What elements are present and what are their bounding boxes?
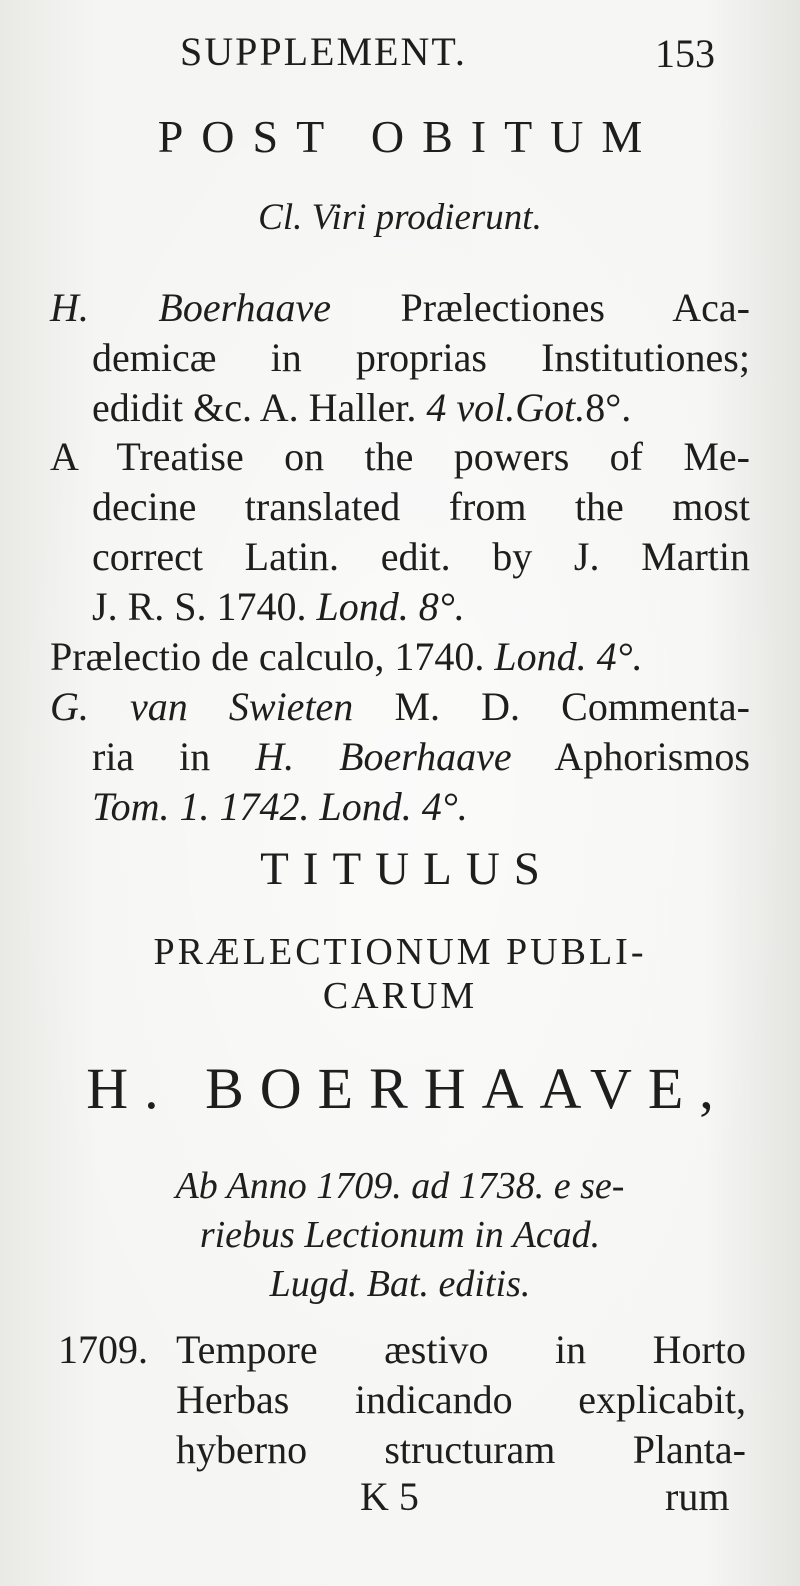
section-subheading-praelectionum xyxy=(0,930,800,1018)
entry-line: hyberno structuram Planta- xyxy=(176,1427,746,1472)
entry-author: H. Boerhaave xyxy=(50,285,331,330)
entry-imprint: Lond. 8°. xyxy=(316,584,465,629)
entry-text: Prælectiones Aca- xyxy=(400,285,750,330)
catchword: rum xyxy=(665,1474,730,1519)
entry-line xyxy=(50,383,750,433)
bibliography-entry xyxy=(50,632,750,682)
date-range-note xyxy=(0,1162,800,1309)
section-heading-post-obitum: POST OBITUM xyxy=(157,111,661,162)
running-head-title: SUPPLEMENT. xyxy=(180,29,467,74)
section-heading-titulus: TITULUS xyxy=(260,843,554,895)
entry-format: 8°. xyxy=(585,385,632,430)
entry-line: decine translated from the most xyxy=(92,484,750,529)
signature-mark: K 5 xyxy=(360,1474,419,1519)
entry-line: correct Latin. edit. by J. Martin xyxy=(92,534,750,579)
year-entry xyxy=(58,1325,746,1475)
entry-text: M. D. Commenta- xyxy=(394,684,750,729)
entry-author: G. van Swieten xyxy=(50,684,354,729)
note-line: Lugd. Bat. editis. xyxy=(269,1263,531,1305)
entry-line: A Treatise on the powers of Me- xyxy=(50,434,750,479)
entry-author: H. Boerhaave xyxy=(255,734,512,779)
note-line: riebus Lectionum in Acad. xyxy=(199,1214,601,1256)
entry-imprint: 4 vol.Got. xyxy=(426,385,586,430)
entry-text: J. R. S. 1740. xyxy=(92,584,307,629)
entry-imprint: Lond. 4°. xyxy=(494,634,643,679)
subheading-line: PRÆLECTIONUM PUBLI- xyxy=(153,931,647,973)
page-number: 153 xyxy=(655,31,715,76)
bibliography-entry xyxy=(50,432,750,632)
author-name-heading: H. BOERHAAVE, xyxy=(86,1056,730,1121)
entry-line xyxy=(50,682,750,732)
bibliography-entry xyxy=(50,283,750,433)
entry-line xyxy=(50,732,750,782)
entry-line: Herbas indicando explicabit, xyxy=(176,1377,746,1422)
entry-text: Prælectio de calculo, 1740. xyxy=(50,634,485,679)
section-subheading: Cl. Viri prodierunt. xyxy=(258,197,542,238)
subheading-line: CARUM xyxy=(322,975,478,1017)
entry-line xyxy=(50,283,750,333)
entry-text: edidit &c. A. Haller. xyxy=(92,385,417,430)
bibliography-entry xyxy=(50,682,750,832)
entry-line: Tempore æstivo in Horto xyxy=(176,1327,746,1372)
entry-line xyxy=(50,782,750,832)
entry-year: 1709. xyxy=(58,1327,148,1372)
entry-line: demicæ in proprias Institutiones; xyxy=(92,335,750,380)
entry-line xyxy=(50,582,750,632)
entry-volume: Tom. 1. 1742. xyxy=(92,784,310,829)
entry-text: Aphorismos xyxy=(554,734,750,779)
note-line: Ab Anno 1709. ad 1738. e se- xyxy=(175,1165,625,1207)
entry-imprint: Lond. 4°. xyxy=(319,784,468,829)
entry-text: ria in xyxy=(92,734,211,779)
entry-line xyxy=(50,632,750,682)
